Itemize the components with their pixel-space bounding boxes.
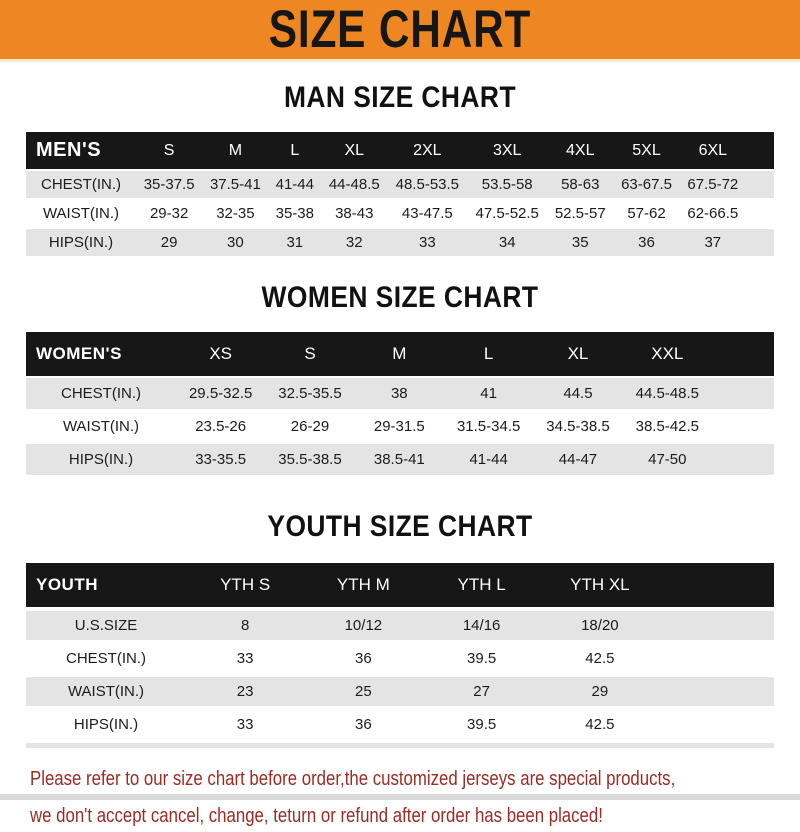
- size-value-cell: 44.5-48.5: [623, 378, 712, 409]
- table-row: [26, 229, 774, 256]
- size-value-cell: 29-31.5: [373, 418, 425, 435]
- size-value-cell: 36: [355, 650, 372, 667]
- size-value-cell: 34: [467, 229, 547, 256]
- men-size-table: [26, 130, 774, 258]
- size-value-cell: 29: [541, 677, 659, 706]
- row-label: CHEST(IN.): [66, 650, 146, 667]
- column-header: 2XL: [387, 132, 467, 169]
- size-value-cell: 44-48.5: [321, 171, 387, 198]
- size-value-cell: 44-47: [533, 444, 622, 475]
- size-value-cell: 41-44: [444, 444, 533, 475]
- spacer-cell: [659, 611, 774, 640]
- row-label: CHEST(IN.): [26, 378, 176, 409]
- size-value-cell: 8: [186, 611, 304, 640]
- spacer-cell: [712, 444, 774, 475]
- size-value-cell: 25: [304, 677, 422, 706]
- size-value-cell: 33-35.5: [176, 444, 265, 475]
- column-header: S: [136, 132, 202, 169]
- women-size-table: [26, 330, 774, 477]
- column-header: S: [265, 332, 354, 376]
- column-header: L: [269, 132, 322, 169]
- youth-table-corner-label: YOUTH: [26, 563, 186, 607]
- size-value-cell: 30: [202, 229, 268, 256]
- spacer-cell: [746, 132, 774, 169]
- size-value-cell: 58-63: [547, 171, 613, 198]
- size-value-cell: 14/16: [423, 611, 541, 640]
- size-chart-banner: [0, 0, 800, 62]
- column-header: 3XL: [467, 132, 547, 169]
- spacer-cell: [659, 563, 774, 607]
- size-value-cell: 67.5-72: [680, 171, 746, 198]
- size-value-cell: 38.5-41: [355, 444, 444, 475]
- spacer-cell: [746, 229, 774, 256]
- size-value-cell: 52.5-57: [554, 205, 606, 222]
- column-header: XXL: [623, 332, 712, 376]
- youth-table-header-row: [26, 563, 774, 607]
- column-header: XS: [176, 332, 265, 376]
- row-label: HIPS(IN.): [26, 444, 176, 475]
- spacer-cell: [712, 332, 774, 376]
- size-value-cell: 32.5-35.5: [265, 378, 354, 409]
- size-value-cell: 43-47.5: [401, 205, 453, 222]
- column-header: YTH XL: [541, 563, 659, 607]
- column-header: YTH M: [304, 563, 422, 607]
- size-value-cell: 29: [136, 229, 202, 256]
- size-value-cell: 29-32: [149, 205, 189, 222]
- size-value-cell: 37: [680, 229, 746, 256]
- size-value-cell: 63-67.5: [613, 171, 679, 198]
- size-value-cell: 41: [444, 378, 533, 409]
- spacer-cell: [659, 710, 774, 739]
- size-tables-container: [0, 80, 800, 748]
- spacer-cell: [712, 411, 774, 442]
- notice-line-1: Please refer to our size chart before order,the customized jerseys are special products,: [30, 768, 676, 790]
- table-row: [26, 411, 774, 442]
- size-value-cell: 23.5-26: [195, 418, 247, 435]
- size-value-cell: 32: [321, 229, 387, 256]
- women-table-corner-label: WOMEN'S: [26, 332, 176, 376]
- column-header: XL: [321, 132, 387, 169]
- size-value-cell: 39.5: [467, 716, 497, 733]
- size-value-cell: 35: [547, 229, 613, 256]
- size-value-cell: 18/20: [541, 611, 659, 640]
- table-row: [26, 378, 774, 409]
- size-value-cell: 33: [236, 650, 254, 667]
- row-label: HIPS(IN.): [73, 716, 139, 733]
- men-section-heading: MAN SIZE CHART: [283, 81, 517, 114]
- row-label: HIPS(IN.): [26, 229, 136, 256]
- row-label: WAIST(IN.): [26, 677, 186, 706]
- table-row: [26, 677, 774, 706]
- size-value-cell: 35.5-38.5: [265, 444, 354, 475]
- size-value-cell: 42.5: [585, 716, 615, 733]
- table-row: [26, 444, 774, 475]
- column-header: 6XL: [680, 132, 746, 169]
- row-label: U.S.SIZE: [26, 611, 186, 640]
- column-header: 4XL: [547, 132, 613, 169]
- size-value-cell: 31: [269, 229, 322, 256]
- size-value-cell: 31.5-34.5: [456, 418, 521, 435]
- column-header: YTH L: [423, 563, 541, 607]
- size-value-cell: 42.5: [585, 650, 615, 667]
- size-value-cell: 23: [186, 677, 304, 706]
- row-label: CHEST(IN.): [26, 171, 136, 198]
- table-row: [26, 611, 774, 640]
- column-header: XL: [533, 332, 622, 376]
- spacer-cell: [746, 200, 774, 227]
- size-value-cell: 27: [423, 677, 541, 706]
- women-table-header-row: [26, 332, 774, 376]
- men-table-corner-label: MEN'S: [26, 132, 136, 169]
- spacer-cell: [746, 171, 774, 198]
- size-value-cell: 38.5-42.5: [635, 418, 700, 435]
- table-row: [26, 171, 774, 198]
- size-value-cell: 35-38: [275, 205, 314, 222]
- men-table-header-row: [26, 132, 774, 169]
- size-value-cell: 53.5-58: [467, 171, 547, 198]
- size-value-cell: 36: [355, 716, 372, 733]
- bottom-edge-strip: [0, 794, 800, 800]
- size-value-cell: 29.5-32.5: [176, 378, 265, 409]
- size-chart-title: SIZE CHART: [268, 0, 532, 59]
- size-value-cell: 34.5-38.5: [546, 418, 610, 435]
- women-size-section: [26, 280, 774, 477]
- size-value-cell: 39.5: [467, 650, 497, 667]
- size-value-cell: 62-66.5: [687, 205, 739, 222]
- column-header: M: [355, 332, 444, 376]
- men-size-section: [26, 80, 774, 258]
- size-value-cell: 48.5-53.5: [387, 171, 467, 198]
- size-value-cell: 47.5-52.5: [475, 205, 539, 222]
- column-header: YTH S: [186, 563, 304, 607]
- size-value-cell: 41-44: [269, 171, 322, 198]
- table-row: [26, 710, 774, 739]
- youth-size-table: [26, 559, 774, 748]
- size-value-cell: 57-62: [627, 205, 666, 222]
- size-value-cell: 33: [387, 229, 467, 256]
- size-value-cell: 44.5: [533, 378, 622, 409]
- size-value-cell: 26-29: [290, 418, 330, 435]
- size-value-cell: 35-37.5: [136, 171, 202, 198]
- size-value-cell: 38-43: [335, 205, 374, 222]
- size-value-cell: 10/12: [304, 611, 422, 640]
- row-label: WAIST(IN.): [42, 205, 120, 222]
- column-header: M: [202, 132, 268, 169]
- notice-line-2: we don't accept cancel, change, teturn or refund after order has been placed!: [30, 805, 603, 827]
- size-value-cell: 33: [236, 716, 254, 733]
- column-header: L: [444, 332, 533, 376]
- youth-size-section: [26, 509, 774, 748]
- size-value-cell: 38: [355, 378, 444, 409]
- spacer-cell: [659, 677, 774, 706]
- table-row: [26, 644, 774, 673]
- column-header: 5XL: [613, 132, 679, 169]
- size-value-cell: 47-50: [623, 444, 712, 475]
- table-row: [26, 200, 774, 227]
- youth-section-heading: YOUTH SIZE CHART: [267, 510, 533, 543]
- women-section-heading: WOMEN SIZE CHART: [261, 281, 539, 314]
- spacer-cell: [712, 378, 774, 409]
- row-label: WAIST(IN.): [62, 418, 140, 435]
- size-value-cell: 36: [613, 229, 679, 256]
- spacer-cell: [659, 644, 774, 673]
- size-value-cell: 32-35: [216, 205, 255, 222]
- size-value-cell: 37.5-41: [202, 171, 268, 198]
